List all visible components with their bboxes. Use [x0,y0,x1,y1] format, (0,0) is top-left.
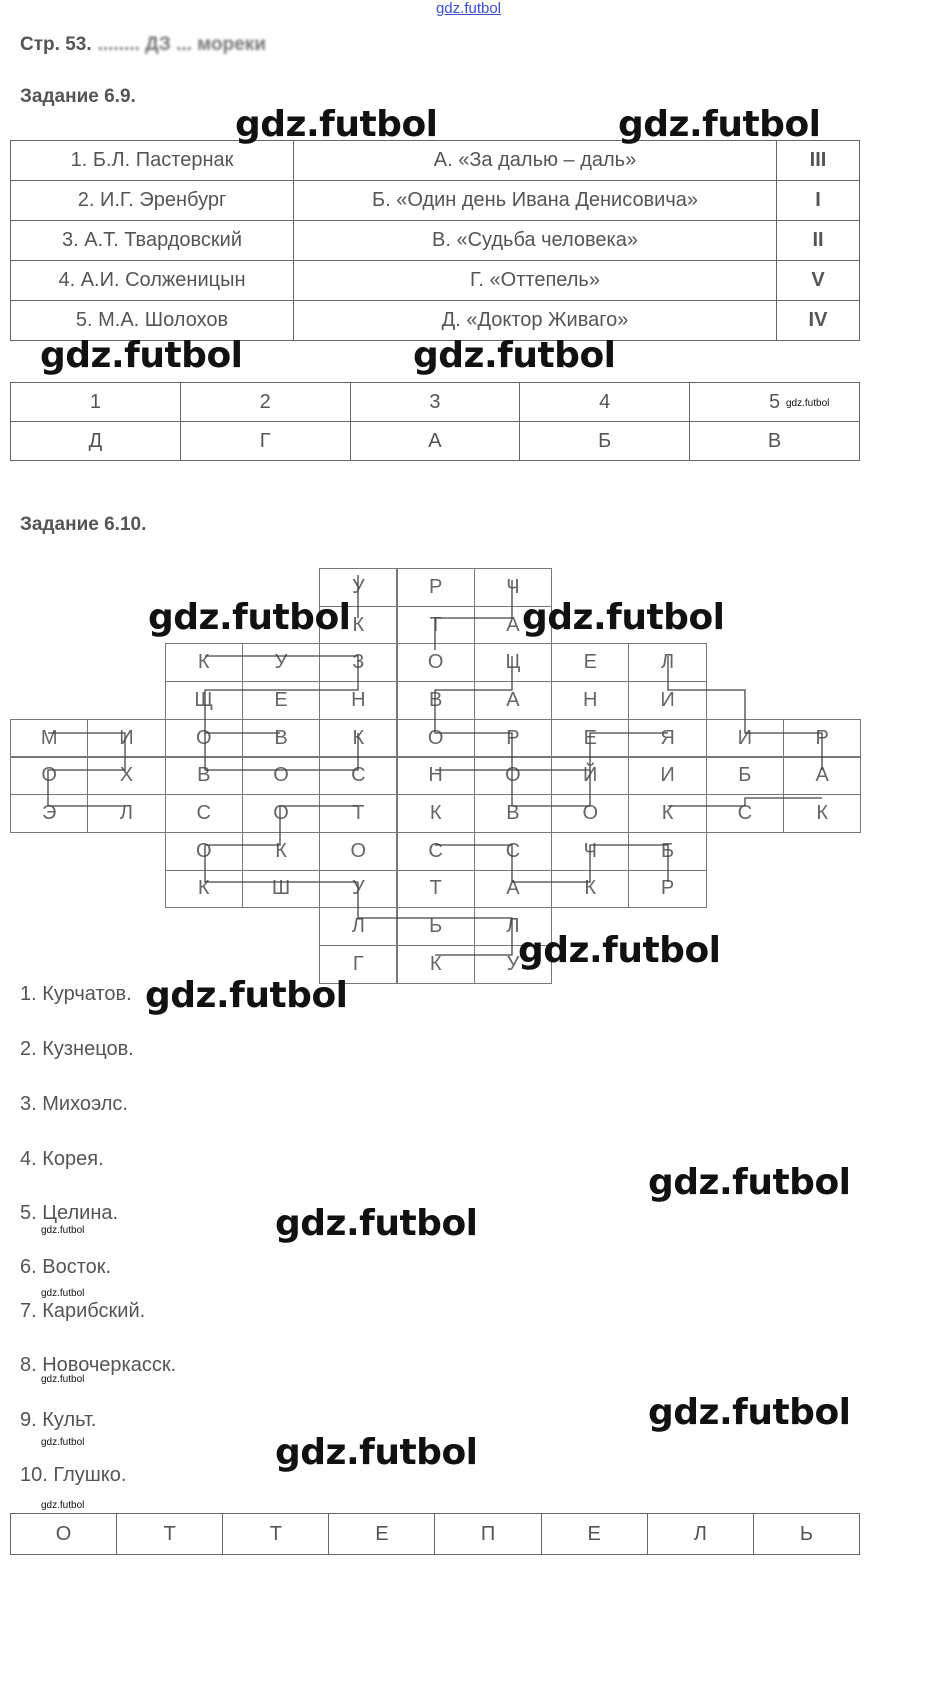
crossword-cell: В [474,794,552,833]
crossword-cell: Б [706,757,784,796]
crossword-cell: А [474,870,552,909]
crossword-cell: А [474,681,552,720]
answer-number-cell: 3 [350,383,520,422]
watermark-text: gdz.futbol [148,597,351,638]
roman-numeral-cell: IV [777,301,860,341]
crossword-cell: У [474,945,552,984]
crossword-cell: Е [551,719,629,758]
crossword-cell: В [165,757,243,796]
crossword-cell: И [628,757,706,796]
path-word-2 [205,656,358,733]
crossword-cell: К [165,643,243,682]
watermark-text: gdz.futbol [522,597,725,638]
roman-numeral-cell: II [777,221,860,261]
blurred-header-text: ........ ДЗ ... мореки [97,34,266,55]
answer-item: 2. Кузнецов. [20,1038,134,1060]
watermark-small-text: gdz.futbol [41,1225,85,1236]
crossword-cell: Т [397,870,475,909]
crossword-cell: Я [628,719,706,758]
final-word-row [11,1514,860,1555]
author-cell: 3. А.Т. Твардовский [11,221,294,261]
crossword-cell: Н [551,681,629,720]
crossword-cell: К [165,870,243,909]
answer-item: 8. Новочеркасск. [20,1354,177,1376]
crossword-cell: О [10,757,88,796]
final-word-cell: Ь [753,1514,859,1555]
crossword-cell: К [551,870,629,909]
roman-numeral-cell: III [777,141,860,181]
crossword-cell: У [319,870,397,909]
crossword-cell: С [165,794,243,833]
crossword-cell: О [319,832,397,871]
watermark-text: gdz.futbol [648,1162,851,1203]
watermark-small-text: gdz.futbol [786,398,830,409]
crossword-cell: К [397,945,475,984]
crossword-cell: О [165,719,243,758]
watermark-small-text: gdz.futbol [41,1500,85,1511]
crossword-cell: Л [474,907,552,946]
crossword-cell: К [783,794,861,833]
crossword-cell: Н [319,681,397,720]
crossword-cell: Е [551,643,629,682]
final-word-table [10,1513,860,1555]
author-cell: 5. М.А. Шолохов [11,301,294,341]
roman-numeral-cell: I [777,181,860,221]
crossword-cell: О [474,757,552,796]
crossword-cell: З [319,643,397,682]
crossword-cell: Ч [551,832,629,871]
answer-item: 5. Целина. [20,1202,119,1224]
answer-item: 9. Культ. [20,1409,97,1431]
crossword-cell: Ь [397,907,475,946]
final-word-cell: Т [223,1514,329,1555]
crossword-cell: Е [242,681,320,720]
work-cell: А. «За далью – даль» [294,141,777,181]
crossword-cell: К [242,832,320,871]
crossword-cell: Щ [165,681,243,720]
task-6-9-title: Задание 6.9. [20,86,136,107]
answer-item: 1. Курчатов. [20,983,132,1005]
watermark-text: gdz.futbol [413,335,616,376]
answer-item: 7. Карибский. [20,1300,146,1322]
work-cell: В. «Судьба человека» [294,221,777,261]
answer-number-cell: 1 [11,383,181,422]
crossword-cell: Н [397,757,475,796]
watermark-text: gdz.futbol [40,335,243,376]
top-watermark-link[interactable]: gdz.futbol [435,0,502,17]
crossword-cell: О [397,719,475,758]
crossword-cell: И [706,719,784,758]
answer-letter-cell: А [350,422,520,461]
answer-number-cell: 4 [520,383,690,422]
author-cell: 1. Б.Л. Пастернак [11,141,294,181]
answer-letter-cell: В [690,422,860,461]
path-word-11 [668,798,822,806]
path-word-4 [205,733,358,770]
crossword-cell: Р [783,719,861,758]
crossword-cell: А [783,757,861,796]
crossword-cell: К [319,606,397,645]
answer-item: 10. Глушко. [20,1464,127,1486]
final-word-cell: О [11,1514,117,1555]
crossword-cell: О [397,643,475,682]
path-word-7 [668,656,822,770]
path-word-5 [435,656,590,770]
task-6-10-title: Задание 6.10. [20,514,147,535]
crossword-cell: Э [10,794,88,833]
answer-item: 4. Корея. [20,1148,104,1170]
watermark-text: gdz.futbol [235,104,438,145]
crossword-cell: И [87,719,165,758]
final-word-cell: Е [329,1514,435,1555]
answer-item: 6. Восток. [20,1256,112,1278]
crossword-cell: О [242,794,320,833]
crossword-cell: Б [628,832,706,871]
crossword-cell: Ш [242,870,320,909]
crossword-cell: С [319,757,397,796]
crossword-cell: И [628,681,706,720]
path-word-10 [358,882,512,955]
answer-letter-cell: Г [180,422,350,461]
crossword-cell: Л [319,907,397,946]
crossword-cell: О [242,757,320,796]
crossword-cell: М [10,719,88,758]
watermark-text: gdz.futbol [648,1392,851,1433]
author-cell: 2. И.Г. Эренбург [11,181,294,221]
roman-numeral-cell: V [777,261,860,301]
crossword-cell: С [397,832,475,871]
answer-number-cell: 2 [180,383,350,422]
watermark-text: gdz.futbol [145,975,348,1016]
crossword-cell: Л [87,794,165,833]
work-cell: Б. «Один день Ивана Денисовича» [294,181,777,221]
crossword-cell: О [165,832,243,871]
watermark-text: gdz.futbol [275,1203,478,1244]
crossword-cell: А [474,606,552,645]
page-number: Стр. 53. [20,34,92,55]
crossword-cell: У [242,643,320,682]
path-word-3 [48,733,125,806]
path-word-8 [435,845,668,882]
path-word-1 [358,575,512,650]
crossword-cell: Р [628,870,706,909]
author-cell: 4. А.И. Солженицын [11,261,294,301]
crossword-cell: У [319,568,397,607]
answer-number-cell: 5 [690,383,860,422]
final-word-cell: Т [117,1514,223,1555]
watermark-text: gdz.futbol [518,930,721,971]
crossword-cell: В [242,719,320,758]
crossword-cell: С [706,794,784,833]
work-cell: Д. «Доктор Живаго» [294,301,777,341]
answer-item: 3. Михоэлс. [20,1093,128,1115]
crossword-cell: Ц [474,643,552,682]
crossword-cell: Г [319,945,397,984]
crossword-cell: Й [551,757,629,796]
crossword-cell: К [397,794,475,833]
crossword-cell: Л [628,643,706,682]
path-word-9 [205,806,358,882]
watermark-small-text: gdz.futbol [41,1288,85,1299]
crossword-cell: О [551,794,629,833]
crossword-cell: Р [474,719,552,758]
crossword-cell: Ч [474,568,552,607]
crossword-cell: Т [397,606,475,645]
answer-letter-cell: Д [11,422,181,461]
crossword-cell: Х [87,757,165,796]
crossword-cell: К [628,794,706,833]
work-cell: Г. «Оттепель» [294,261,777,301]
crossword-cell: В [397,681,475,720]
watermark-small-text: gdz.futbol [41,1374,85,1385]
final-word-cell: П [435,1514,541,1555]
answer-letter-cell: Б [520,422,690,461]
crossword-cell: С [474,832,552,871]
watermark-text: gdz.futbol [618,104,821,145]
crossword-cell: Р [397,568,475,607]
watermark-text: gdz.futbol [275,1432,478,1473]
final-word-cell: Е [541,1514,647,1555]
watermark-small-text: gdz.futbol [41,1437,85,1448]
crossword-cell: Т [319,794,397,833]
final-word-cell: Л [647,1514,753,1555]
crossword-cell: К [319,719,397,758]
